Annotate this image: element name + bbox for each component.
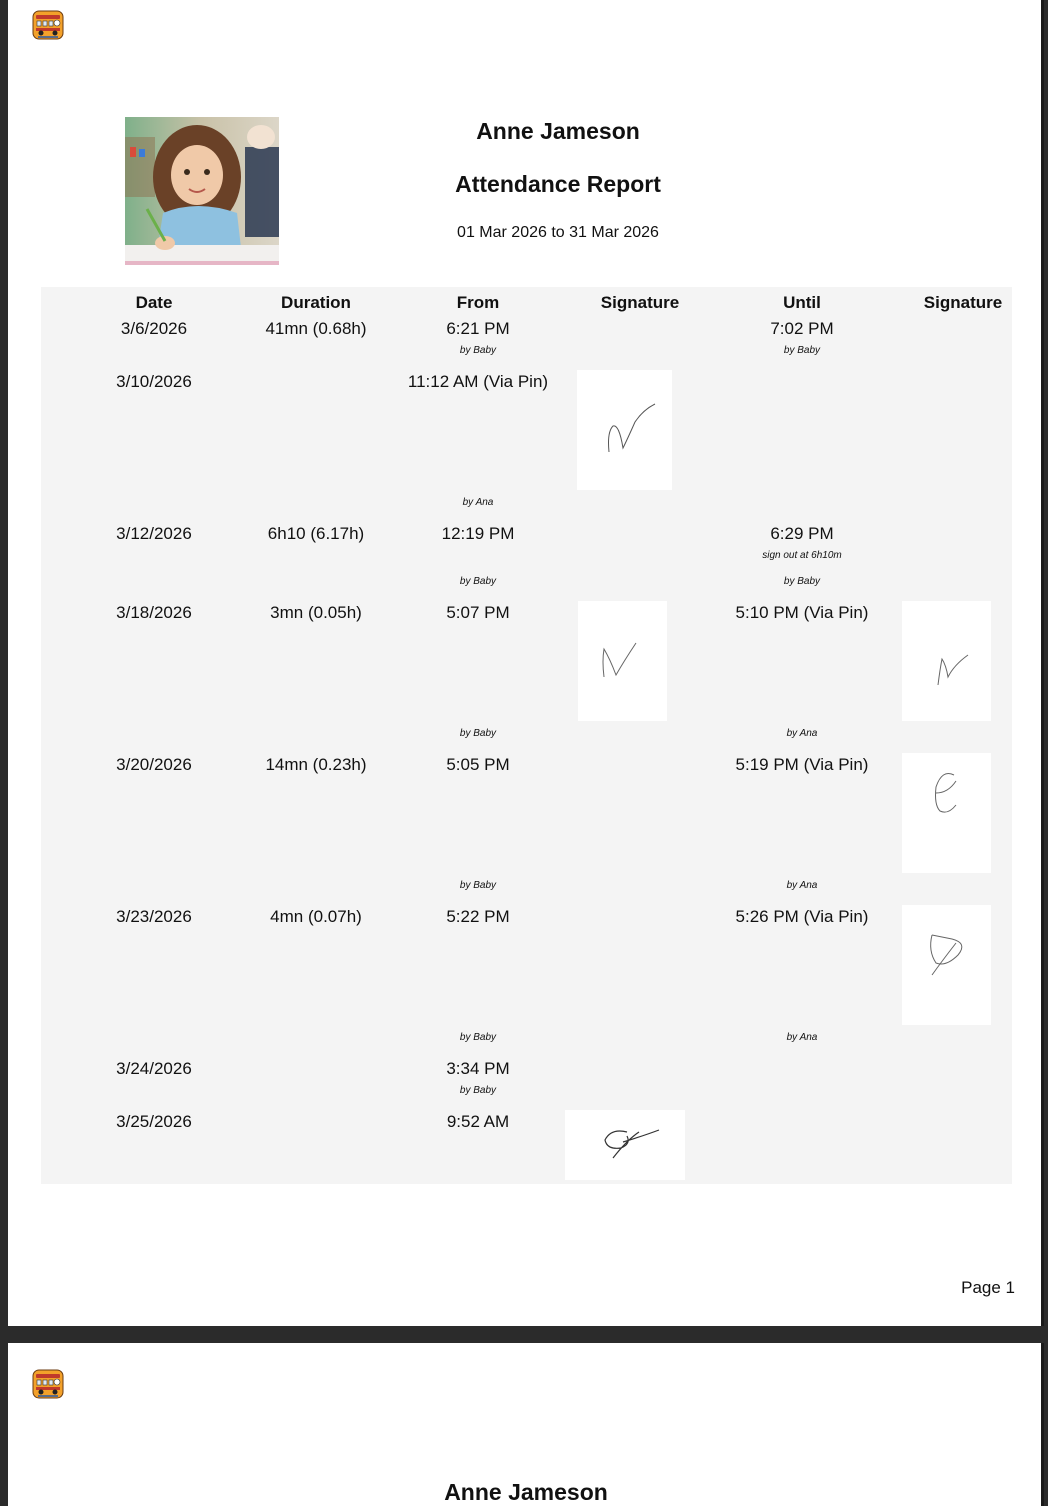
row-until-by: by Baby	[783, 345, 821, 356]
attendance-table	[41, 287, 1012, 1184]
row-from: 3:34 PM	[446, 1059, 510, 1078]
row-from: 5:05 PM	[446, 755, 510, 774]
col-header-from-signature: Signature	[600, 293, 680, 312]
from-signature-image	[577, 370, 672, 490]
row-until-note: sign out at 6h10m	[762, 550, 842, 561]
row-from: 11:12 AM (Via Pin)	[407, 372, 549, 391]
report-range-block	[418, 224, 698, 242]
row-from: 5:07 PM	[446, 603, 510, 622]
row-date: 3/20/2026	[116, 755, 192, 774]
report-header-page-2	[386, 1479, 666, 1506]
col-header-duration: Duration	[281, 293, 351, 312]
row-from-by: by Baby	[459, 1085, 497, 1096]
school-bus-logo-icon	[32, 10, 64, 40]
until-signature-image	[902, 601, 991, 721]
until-signature-image	[902, 905, 991, 1025]
report-page-2	[8, 1343, 1044, 1506]
row-date: 3/23/2026	[116, 907, 192, 926]
row-date: 3/24/2026	[116, 1059, 192, 1078]
row-until: 7:02 PM	[770, 319, 834, 338]
row-until-by: by Ana	[786, 728, 818, 739]
report-date-range: 01 Mar 2026 to 31 Mar 2026	[457, 224, 659, 241]
row-duration: 4mn (0.07h)	[270, 907, 362, 926]
row-from-by: by Baby	[459, 1032, 497, 1043]
col-header-date: Date	[135, 293, 173, 312]
from-signature-image	[565, 1110, 685, 1180]
row-date: 3/25/2026	[116, 1112, 192, 1131]
row-date: 3/6/2026	[120, 319, 188, 338]
row-from-by: by Baby	[459, 576, 497, 587]
row-from: 5:22 PM	[446, 907, 510, 926]
row-until-by: by Baby	[783, 576, 821, 587]
row-from: 9:52 AM	[446, 1112, 510, 1131]
from-signature-image	[578, 601, 667, 721]
report-page-1	[8, 0, 1044, 1326]
report-title: Attendance Report	[455, 171, 661, 197]
row-from-by: by Baby	[459, 728, 497, 739]
row-duration: 6h10 (6.17h)	[267, 524, 365, 543]
student-name: Anne Jameson	[476, 118, 640, 144]
row-from-by: by Baby	[459, 880, 497, 891]
col-header-until: Until	[783, 293, 821, 312]
school-bus-logo-icon	[32, 1369, 64, 1399]
page-number: Page 1	[961, 1278, 1015, 1297]
row-until: 5:10 PM (Via Pin)	[735, 603, 869, 622]
report-title-block	[418, 171, 698, 198]
col-header-until-signature: Signature	[923, 293, 1003, 312]
col-header-from: From	[456, 293, 500, 312]
row-duration: 3mn (0.05h)	[270, 603, 362, 622]
row-date: 3/10/2026	[116, 372, 192, 391]
row-from: 6:21 PM	[446, 319, 510, 338]
row-from: 12:19 PM	[441, 524, 515, 543]
row-until: 6:29 PM	[770, 524, 834, 543]
row-from-by: by Ana	[462, 497, 494, 508]
row-until-by: by Ana	[786, 880, 818, 891]
row-duration: 41mn (0.68h)	[265, 319, 367, 338]
row-from-by: by Baby	[459, 345, 497, 356]
child-photo	[125, 117, 279, 265]
report-header	[418, 118, 698, 145]
row-duration: 14mn (0.23h)	[265, 755, 367, 774]
row-until: 5:26 PM (Via Pin)	[735, 907, 869, 926]
row-until-by: by Ana	[786, 1032, 818, 1043]
student-name: Anne Jameson	[444, 1479, 608, 1505]
row-date: 3/12/2026	[116, 524, 192, 543]
until-signature-image	[902, 753, 991, 873]
row-date: 3/18/2026	[116, 603, 192, 622]
row-until: 5:19 PM (Via Pin)	[735, 755, 869, 774]
